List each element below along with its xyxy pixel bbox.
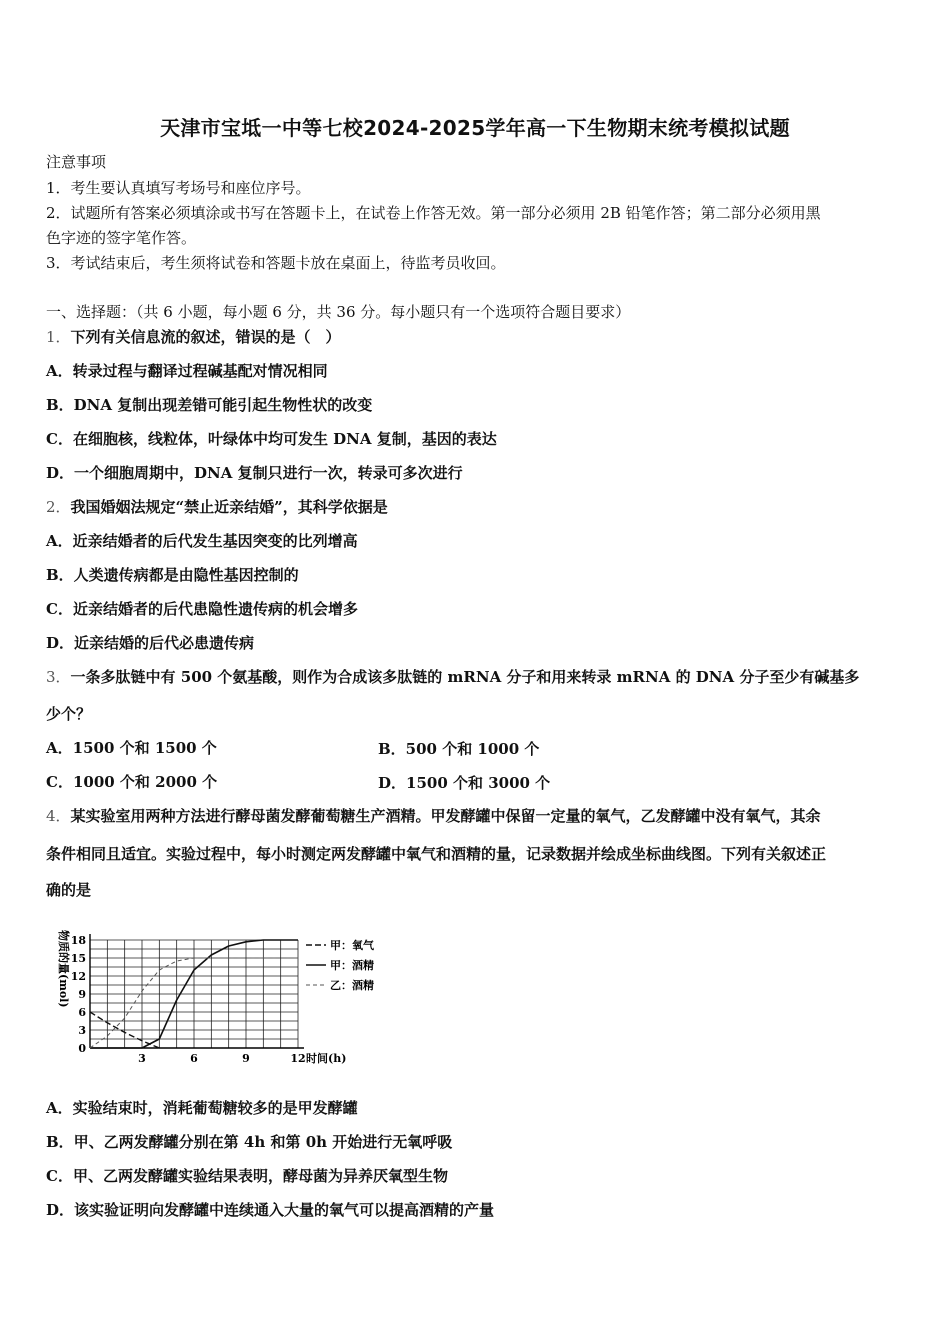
q3-option-c: C．1000 个和 2000 个	[46, 773, 218, 791]
question-stem: 下列有关信息流的叙述，错误的是（ ）	[70, 328, 341, 346]
question-number: 2．	[46, 498, 71, 516]
q4-option-c: C．甲、乙两发酵罐实验结果表明，酵母菌为异养厌氧型生物	[46, 1167, 448, 1185]
question-4	[46, 806, 821, 826]
x-tick-label: 12	[290, 1052, 306, 1065]
q1-option-d: D．一个细胞周期中，DNA 复制只进行一次，转录可多次进行	[46, 464, 463, 482]
chart-legend	[306, 938, 375, 992]
notice-item-1: 1．考生要认真填写考场号和座位序号。	[46, 179, 311, 197]
y-tick-label: 3	[78, 1024, 86, 1037]
question-stem: 我国婚姻法规定“禁止近亲结婚”，其科学依据是	[70, 498, 388, 516]
q4-option-b: B．甲、乙两发酵罐分别在第 4h 和第 0h 开始进行无氧呼吸	[46, 1133, 453, 1151]
question-3	[46, 667, 859, 687]
question-1	[46, 327, 341, 347]
q2-option-a: A．近亲结婚者的后代发生基因突变的比列增高	[46, 532, 358, 550]
question-number: 3．	[46, 668, 71, 686]
legend-label-0: 甲：氧气	[330, 939, 374, 952]
y-tick-label: 18	[70, 934, 86, 947]
y-axis-label-text: 物质的量(mol)	[57, 930, 70, 1008]
question-4-cont-1: 条件相同且适宜。实验过程中，每小时测定两发酵罐中氧气和酒精的量，记录数据并绘成坐标曲线图。下列有关叙述正	[46, 845, 827, 863]
y-tick-label: 15	[70, 952, 86, 965]
notice-item-2-cont: 色字迹的签字笔作答。	[46, 229, 197, 247]
x-tick-label: 6	[190, 1052, 198, 1065]
chart-grid	[90, 940, 298, 1048]
q3-option-a: A．1500 个和 1500 个	[46, 739, 217, 757]
section-heading: 一、选择题：（共 6 小题，每小题 6 分，共 36 分。每小题只有一个选项符合题目要求）	[46, 303, 631, 321]
question-stem: 一条多肽链中有 500 个氨基酸，则作为合成该多肽链的 mRNA 分子和用来转录 mRNA 的 DNA 分子至少有碱基多	[70, 668, 860, 686]
y-axis-label	[57, 930, 71, 1008]
question-4-cont-2: 确的是	[46, 881, 92, 899]
q3-option-d: D．1500 个和 3000 个	[378, 774, 551, 792]
y-tick-label: 9	[78, 988, 86, 1001]
q2-option-d: D．近亲结婚的后代必患遗传病	[46, 634, 255, 652]
notice-item-3: 3．考试结束后，考生须将试卷和答题卡放在桌面上，待监考员收回。	[46, 254, 506, 272]
y-tick-label: 6	[78, 1006, 86, 1019]
q2-option-c: C．近亲结婚者的后代患隐性遗传病的机会增多	[46, 600, 358, 618]
fermentation-chart	[46, 908, 406, 1068]
q1-option-c: C．在细胞核，线粒体，叶绿体中均可发生 DNA 复制，基因的表达	[46, 430, 497, 448]
y-tick-label: 12	[70, 970, 86, 983]
x-axis-label: 时间(h)	[306, 1052, 347, 1065]
q3-option-b: B．500 个和 1000 个	[378, 740, 540, 758]
question-number: 1．	[46, 328, 71, 346]
y-tick-label: 0	[78, 1042, 86, 1055]
q4-option-d: D．该实验证明向发酵罐中连续通入大量的氧气可以提高酒精的产量	[46, 1201, 495, 1219]
question-number: 4．	[46, 807, 71, 825]
page-title: 天津市宝坻一中等七校2024-2025学年高一下生物期末统考模拟试题	[160, 116, 790, 140]
q2-option-b: B．人类遗传病都是由隐性基因控制的	[46, 566, 299, 584]
q1-option-b: B．DNA 复制出现差错可能引起生物性状的改变	[46, 396, 373, 414]
q1-option-a: A．转录过程与翻译过程碱基配对情况相同	[46, 362, 328, 380]
x-tick-label: 3	[138, 1052, 146, 1065]
question-2	[46, 497, 388, 517]
chart-axes	[71, 934, 347, 1065]
legend-label-1: 甲：酒精	[330, 959, 374, 972]
question-stem: 某实验室用两种方法进行酵母菌发酵葡萄糖生产酒精。甲发酵罐中保留一定量的氧气，乙发酵罐中没有氧气，其余	[70, 807, 821, 825]
q4-option-a: A．实验结束时，消耗葡萄糖较多的是甲发酵罐	[46, 1099, 358, 1117]
notice-item-2: 2．试题所有答案必须填涂或书写在答题卡上，在试卷上作答无效。第一部分必须用 2B 铅笔作答；第二部分必须用黑	[46, 204, 821, 222]
question-3-cont: 少个？	[46, 705, 92, 723]
notice-heading: 注意事项	[46, 153, 107, 171]
x-tick-label: 9	[242, 1052, 250, 1065]
legend-label-2: 乙：酒精	[330, 979, 374, 992]
